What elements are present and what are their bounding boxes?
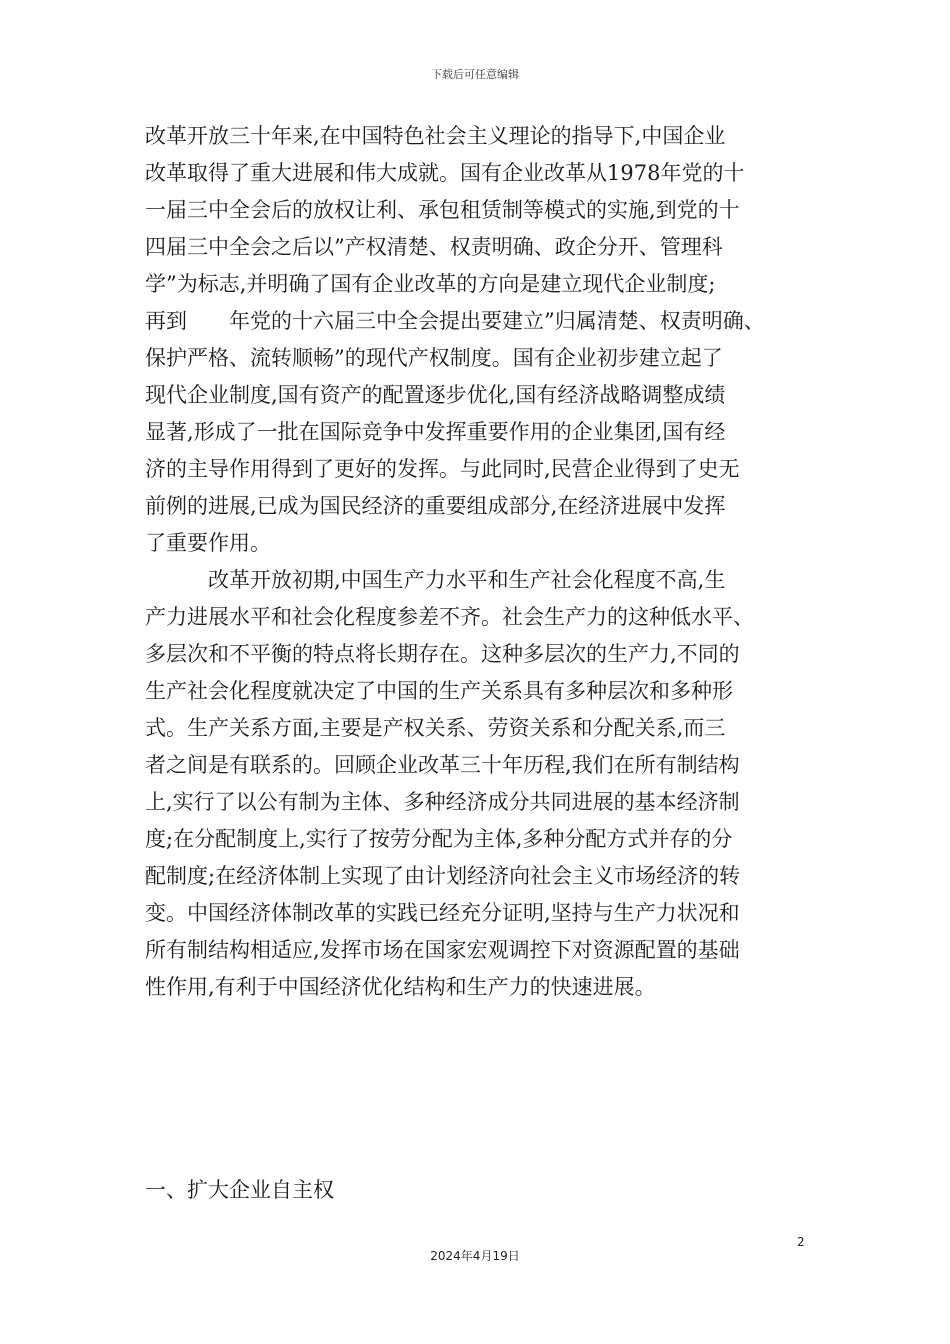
- text-line: 性作用,有利于中国经济优化结构和生产力的快速进展。: [145, 975, 656, 999]
- text-line: 一届三中全会后的放权让利、承包租赁制等模式的实施,到党的十: [145, 198, 740, 222]
- text-line: 配制度;在经济体制上实现了由计划经济向社会主义市场经济的转: [145, 864, 741, 888]
- text-line: 改革开放三十年来,在中国特色社会主义理论的指导下,中国企业: [145, 124, 726, 148]
- text-line: 四届三中全会之后以”产权清楚、权责明确、政企分开、管理科: [145, 235, 723, 259]
- paragraph-1: [145, 118, 820, 562]
- text-line: 了重要作用。: [145, 531, 271, 555]
- text-line: 变。中国经济体制改革的实践已经充分证明,坚持与生产力状况和: [145, 901, 740, 925]
- text-line: 所有制结构相适应,发挥市场在国家宏观调控下对资源配置的基础: [145, 938, 740, 962]
- text-line: 上,实行了以公有制为主体、多种经济成分共同进展的基本经济制: [145, 790, 740, 814]
- text-line: 学”为标志,并明确了国有企业改革的方向是建立现代企业制度;: [145, 272, 716, 296]
- text-line: 产力进展水平和社会化程度参差不齐。社会生产力的这种低水平、: [145, 605, 754, 629]
- text-line: 现代企业制度,国有资产的配置逐步优化,国有经济战略调整成绩: [145, 383, 726, 407]
- text-line: 生产社会化程度就决定了中国的生产关系具有多种层次和多种形: [145, 679, 733, 703]
- footer-date: 2024年4月19日: [430, 1249, 520, 1263]
- text-line: 显著,形成了一批在国际竞争中发挥重要作用的企业集团,国有经: [145, 420, 726, 444]
- text-line: 前例的进展,已成为国民经济的重要组成部分,在经济进展中发挥: [145, 494, 726, 518]
- text-line: 济的主导作用得到了更好的发挥。与此同时,民营企业得到了史无: [145, 457, 740, 481]
- section-heading: 一、扩大企业自主权: [145, 1178, 334, 1202]
- text-line: 改革开放初期,中国生产力水平和生产社会化程度不高,生: [145, 568, 726, 592]
- text-line: 式。生产关系方面,主要是产权关系、劳资关系和分配关系,而三: [145, 716, 726, 740]
- text-line: 改革取得了重大进展和伟大成就。国有企业改革从1978年党的十: [145, 161, 745, 185]
- page-number: 2: [797, 1235, 805, 1249]
- text-line: 保护严格、流转顺畅”的现代产权制度。国有企业初步建立起了: [145, 346, 723, 370]
- text-line: 者之间是有联系的。回顾企业改革三十年历程,我们在所有制结构: [145, 753, 740, 777]
- text-line: 多层次和不平衡的特点将长期存在。这种多层次的生产力,不同的: [145, 642, 740, 666]
- text-line: 度;在分配制度上,实行了按劳分配为主体,多种分配方式并存的分: [145, 827, 733, 851]
- page-header: 下载后可任意编辑: [431, 68, 519, 81]
- text-line: 再到 年党的十六届三中全会提出要建立”归属清楚、权责明确、: [145, 309, 765, 333]
- paragraph-2: [145, 562, 820, 1006]
- body-text: [145, 118, 820, 1006]
